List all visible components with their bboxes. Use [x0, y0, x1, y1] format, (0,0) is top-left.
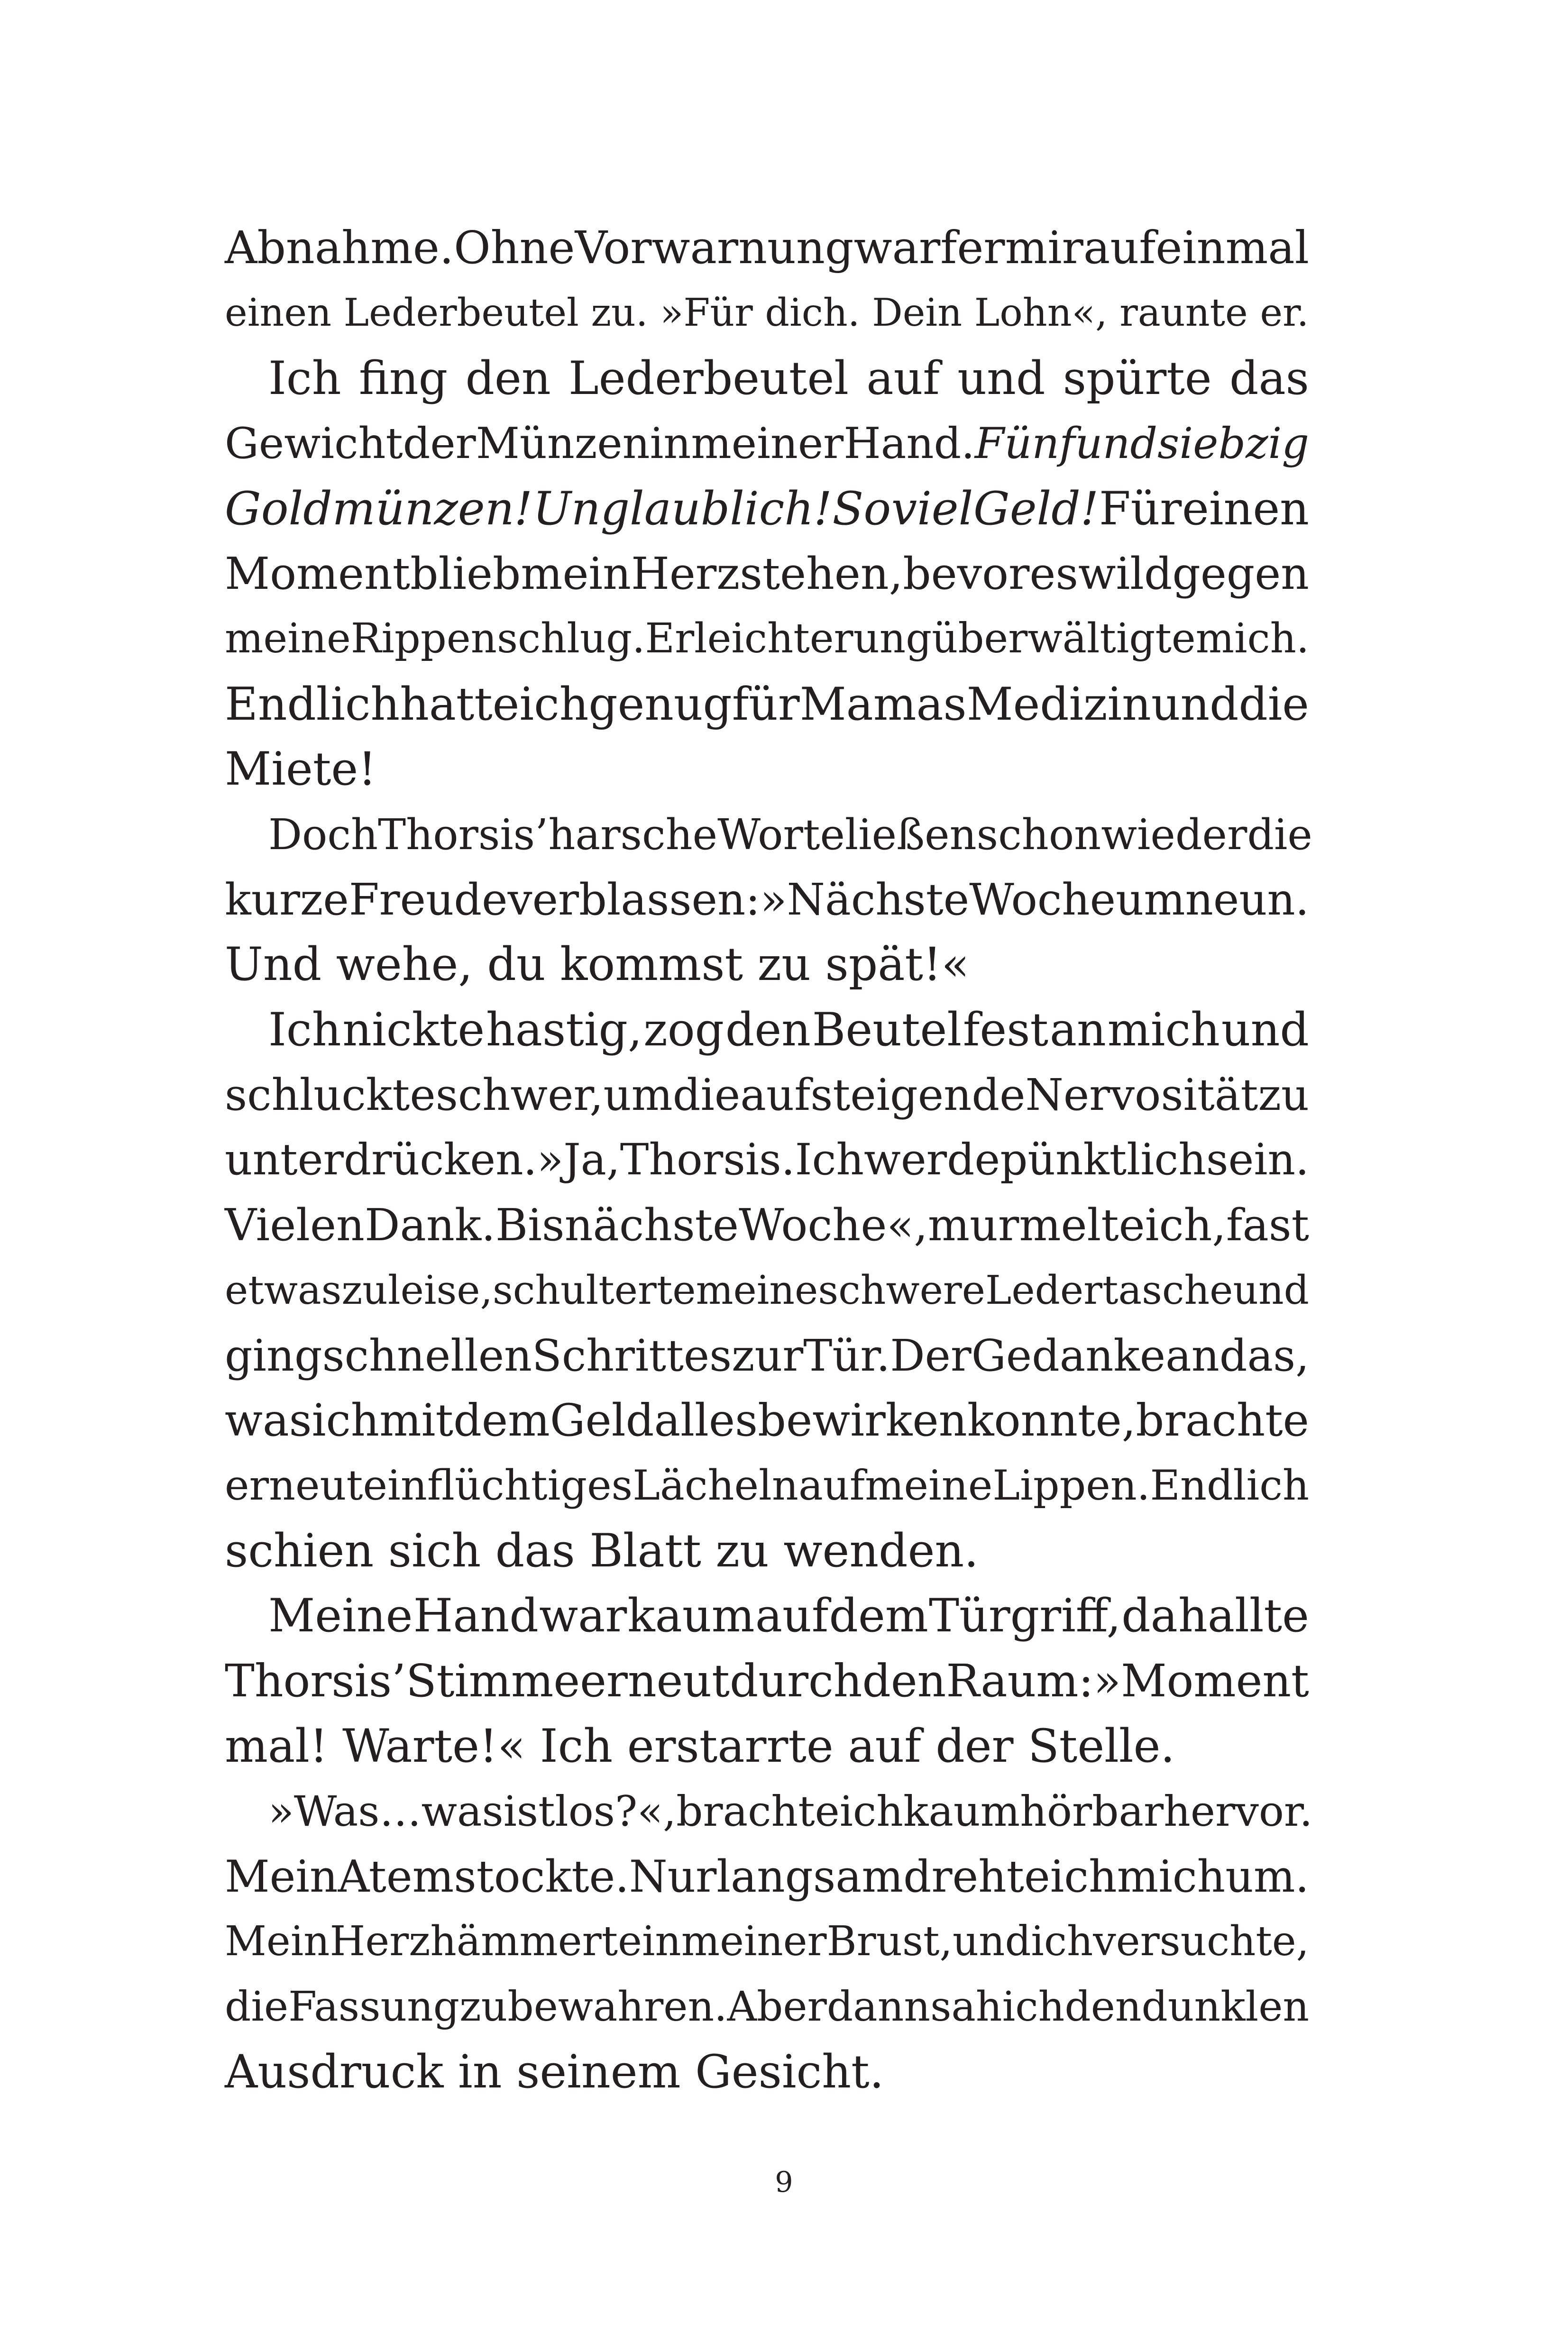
word: dem	[453, 1395, 550, 1447]
word: in	[642, 1918, 681, 1966]
word: die	[1238, 677, 1309, 731]
word: Gewicht	[225, 419, 403, 469]
italic-word: Geld!	[973, 482, 1099, 535]
word: nickte	[342, 1003, 485, 1056]
word: ging	[225, 1330, 322, 1381]
word: stehen,	[740, 548, 903, 599]
word: bevor	[903, 548, 1030, 599]
word: werde	[864, 1135, 1000, 1185]
word: kaum	[627, 1589, 755, 1643]
word: gegen	[1172, 548, 1309, 599]
text-segment: Und wehe, du kommst zu spät!«	[225, 938, 970, 991]
word: langsam	[716, 1850, 904, 1902]
word: aufsteigende	[740, 1070, 1026, 1121]
word: unterdrücken.	[225, 1135, 537, 1185]
word: Endlich	[225, 677, 400, 731]
word: hatte	[400, 677, 520, 731]
word: Mein	[225, 1850, 338, 1902]
word: meine	[225, 615, 351, 663]
word: ich	[839, 1787, 903, 1836]
word: »Was	[268, 1787, 380, 1836]
text-line	[225, 1323, 1309, 1388]
word: das,	[1219, 1330, 1310, 1381]
word: »Moment	[1093, 1655, 1309, 1707]
text-line	[225, 1909, 1309, 1974]
word: Meine	[268, 1589, 413, 1643]
text-line	[225, 1062, 1309, 1127]
word: den	[465, 351, 551, 405]
word: schwer,	[435, 1070, 604, 1121]
word: Nur	[629, 1850, 717, 1902]
word: und	[957, 351, 1045, 405]
word: flüchtiges	[427, 1461, 633, 1510]
word: sah	[930, 1983, 1002, 2031]
word: etwas	[225, 1267, 342, 1314]
word: murmelte	[927, 1199, 1145, 1251]
word: ich,	[1145, 1199, 1226, 1251]
word: »Ja,	[537, 1135, 620, 1185]
word: für	[732, 677, 800, 731]
text-line	[225, 1975, 1309, 2040]
word: hämmerte	[430, 1918, 642, 1966]
word: mit	[379, 1395, 454, 1447]
italic-word: viel	[891, 482, 973, 535]
word: an	[1165, 1330, 1220, 1381]
word: ich	[312, 1395, 379, 1447]
word: spürte	[1063, 351, 1212, 405]
word: ich	[1002, 1983, 1065, 2031]
word: auf	[755, 1589, 829, 1643]
text-line	[225, 1714, 1309, 1779]
word: schnellen	[322, 1330, 532, 1381]
word: Beutel	[812, 1003, 962, 1056]
word: blieb	[410, 548, 521, 599]
word: durch	[729, 1655, 862, 1707]
body-text	[225, 216, 1313, 2105]
word: Mamas	[799, 677, 967, 731]
word: Moment	[225, 548, 411, 599]
word: Lippen.	[992, 1461, 1150, 1510]
word: Doch	[268, 810, 378, 859]
word: er	[957, 222, 1005, 274]
word: Ich	[268, 1003, 341, 1056]
word: brachte	[1136, 1395, 1309, 1447]
word: den	[1064, 1983, 1142, 2031]
text-line	[225, 1519, 1309, 1583]
word: Lederbeutel	[569, 351, 849, 405]
text-line	[225, 541, 1309, 606]
text-line	[225, 281, 1309, 346]
word: leise,	[387, 1267, 493, 1314]
word: das	[1229, 351, 1309, 405]
italic-word: Unglaublich!	[532, 482, 832, 535]
word: was	[421, 1787, 504, 1836]
word: die	[1247, 810, 1312, 859]
word: Freude	[348, 874, 508, 925]
word: einmal	[1155, 222, 1309, 274]
text-segment: Miete!	[225, 742, 376, 796]
word: neun.	[1185, 874, 1309, 925]
word: nächste	[564, 1199, 739, 1251]
word: was	[225, 1395, 312, 1447]
word: war	[539, 1589, 627, 1643]
word: ließen	[844, 810, 977, 859]
word: und	[1221, 1003, 1309, 1056]
word: zog	[643, 1003, 724, 1056]
word: dunklen	[1141, 1983, 1309, 2031]
word: wieder	[1101, 810, 1247, 859]
word: Für	[1099, 482, 1182, 535]
word: schwere	[818, 1267, 985, 1314]
word: zu	[1258, 1070, 1310, 1121]
word: und	[1233, 1267, 1309, 1314]
word: erneut	[580, 1655, 730, 1707]
word: Schrittes	[532, 1330, 732, 1381]
word: zu	[341, 1267, 388, 1314]
text-line	[225, 216, 1309, 281]
word: Münzen	[476, 419, 650, 469]
word: der	[403, 419, 476, 469]
word: hörbar	[1020, 1787, 1164, 1836]
word: los?«,	[555, 1787, 677, 1836]
text-line	[225, 2040, 1309, 2105]
word: Türgriff,	[928, 1589, 1121, 1643]
word: Mein	[225, 1918, 330, 1966]
word: Hand.	[844, 419, 975, 469]
text-line	[225, 411, 1309, 476]
word: Ich	[268, 351, 341, 405]
word: versuchte,	[1093, 1918, 1309, 1966]
word: da	[1121, 1589, 1178, 1643]
word: und	[952, 1918, 1031, 1966]
word: Raum:	[946, 1655, 1094, 1707]
word: fing	[358, 351, 448, 405]
word: Tür.	[803, 1330, 890, 1381]
word: kaum	[903, 1787, 1020, 1836]
word: Medizin	[966, 677, 1151, 731]
word: Vorwarnung	[575, 222, 854, 274]
word: mich	[1107, 1003, 1220, 1056]
word: zu	[459, 1983, 508, 2031]
text-line	[225, 1649, 1309, 1714]
word: fest	[963, 1003, 1049, 1056]
word: Herz	[330, 1918, 431, 1966]
word: um	[1116, 874, 1185, 925]
word: verblassen:	[507, 874, 761, 925]
word: drehte	[903, 1850, 1050, 1902]
word: in	[650, 419, 691, 469]
text-line	[225, 1779, 1313, 1844]
word: einen	[1182, 482, 1309, 535]
word: auf	[798, 1461, 865, 1510]
word: pünktlich	[1000, 1135, 1206, 1185]
word: Atem	[338, 1850, 454, 1902]
word: und	[1151, 677, 1239, 731]
word: Thorsis.	[620, 1135, 795, 1185]
word: kurze	[225, 874, 349, 925]
word: Herz	[631, 548, 740, 599]
word: Ohne	[454, 222, 575, 274]
text-segment: mal! Warte!« Ich erstarrte auf der Stelle.	[225, 1719, 1175, 1773]
word: Der	[890, 1330, 972, 1381]
word: meiner	[691, 419, 844, 469]
word: mein	[521, 548, 631, 599]
text-line	[225, 998, 1309, 1062]
text-segment: Ausdruck in seinem Gesicht.	[225, 2045, 884, 2098]
word: alles	[654, 1395, 758, 1447]
text-line	[225, 346, 1309, 411]
text-line	[225, 1127, 1309, 1192]
word: meine	[865, 1461, 993, 1510]
text-line	[225, 1258, 1309, 1323]
text-line	[225, 1583, 1309, 1648]
word: erneut	[225, 1461, 363, 1510]
italic-word: So	[832, 482, 891, 535]
word: Ledertasche	[985, 1267, 1233, 1314]
word: die	[225, 1983, 289, 2031]
text-line	[225, 867, 1309, 932]
word: mir	[1005, 222, 1083, 274]
text-line	[225, 606, 1309, 671]
word: Endlich	[1150, 1461, 1309, 1510]
word: hastig,	[486, 1003, 642, 1056]
text-line	[225, 672, 1309, 737]
word: Erleichterung	[645, 615, 932, 663]
word: ich	[1031, 1918, 1093, 1966]
word: um	[603, 1070, 673, 1121]
word: ich	[519, 677, 589, 731]
text-line	[225, 802, 1312, 867]
word: Ich	[795, 1135, 864, 1185]
word: Thorsis’	[225, 1655, 406, 1707]
word: den	[725, 1003, 811, 1056]
word: ich	[1050, 1850, 1117, 1902]
word: Brust,	[826, 1918, 953, 1966]
italic-word: Fünfundsiebzig	[974, 419, 1309, 469]
word: Hand	[413, 1589, 539, 1643]
text-line	[225, 1844, 1309, 1909]
word: hallte	[1178, 1589, 1309, 1643]
word: meine	[696, 1267, 818, 1314]
word: ein	[363, 1461, 427, 1510]
word: schluckte	[225, 1070, 436, 1121]
word: Woche	[969, 874, 1116, 925]
word: dann	[826, 1983, 931, 2031]
word: ist	[503, 1787, 555, 1836]
text-line	[225, 1193, 1309, 1258]
word: auf	[1083, 222, 1156, 274]
word: Nervosität	[1025, 1070, 1258, 1121]
word: mich	[1117, 1850, 1226, 1902]
word: an	[1049, 1003, 1106, 1056]
word: schon	[976, 810, 1101, 859]
word: genug	[588, 677, 732, 731]
text-line	[225, 932, 1309, 997]
text-segment: schien sich das Blatt zu wenden.	[225, 1524, 979, 1577]
word: überwältigte	[932, 615, 1196, 663]
text-line	[225, 476, 1309, 541]
word: um.	[1225, 1850, 1309, 1902]
word: harsche	[548, 810, 718, 859]
word: stockte.	[454, 1850, 629, 1902]
word: konnte,	[967, 1395, 1136, 1447]
word: Rippen	[350, 615, 497, 663]
word: Bis	[495, 1199, 565, 1251]
word: den	[862, 1655, 946, 1707]
word: Geld	[550, 1395, 654, 1447]
word: Vielen	[225, 1199, 365, 1251]
word: Woche«,	[739, 1199, 928, 1251]
word: schlug.	[496, 615, 645, 663]
text-line	[225, 737, 1309, 802]
word: Stimme	[406, 1655, 580, 1707]
word: Fassung	[288, 1983, 460, 2031]
word: es	[1029, 548, 1079, 599]
word: auf	[866, 351, 940, 405]
word: warf	[853, 222, 957, 274]
text-line	[225, 1388, 1309, 1453]
word: brachte	[676, 1787, 840, 1836]
page-number: 9	[775, 2166, 793, 2199]
word: Gedanke	[971, 1330, 1166, 1381]
word: Dank.	[364, 1199, 495, 1251]
word: Aber	[727, 1983, 827, 2031]
word: sein.	[1206, 1135, 1309, 1185]
word: bewahren.	[507, 1983, 727, 2031]
word: meiner	[681, 1918, 827, 1966]
word: Lächeln	[633, 1461, 798, 1510]
word: bewirken	[758, 1395, 967, 1447]
text-line	[225, 1453, 1309, 1518]
word: Worte	[717, 810, 845, 859]
word: hervor.	[1164, 1787, 1313, 1836]
word: Thorsis’	[378, 810, 549, 859]
word: Abnahme.	[225, 222, 454, 274]
word: fast	[1226, 1199, 1309, 1251]
italic-word: Goldmünzen!	[225, 482, 533, 535]
word: die	[672, 1070, 741, 1121]
word: schulterte	[493, 1267, 696, 1314]
word: dem	[829, 1589, 928, 1643]
word: …	[379, 1787, 422, 1836]
text-segment: einen Lederbeutel zu. »Für dich. Dein Lohn«, raunte er.	[225, 291, 1309, 336]
word: »Nächste	[760, 874, 970, 925]
word: zur	[732, 1330, 804, 1381]
word: mich.	[1195, 615, 1310, 663]
word: wild	[1078, 548, 1173, 599]
